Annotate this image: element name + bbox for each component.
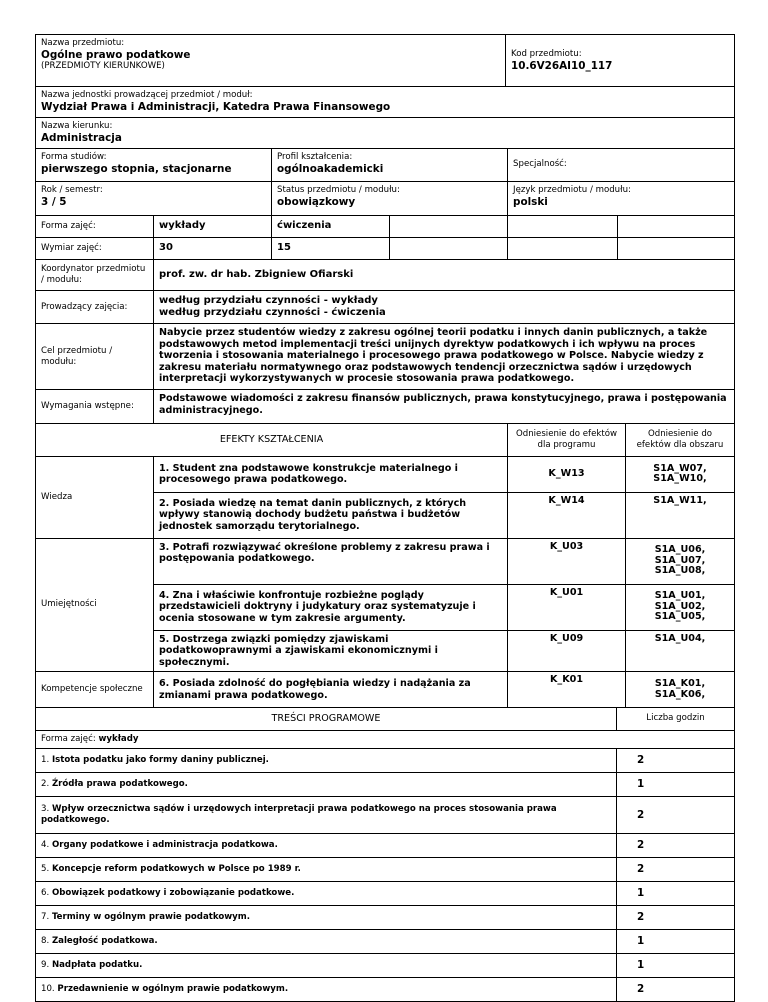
topic-hours: 2 xyxy=(617,748,735,772)
topic-title: Obowiązek podatkowy i zobowiązanie podatkowe. xyxy=(51,887,295,898)
content-form-prefix: Forma zajęć: xyxy=(41,733,96,744)
outcome-area: S1A_W11, xyxy=(626,492,735,538)
outcome-text: 2. Posiada wiedzę na temat danin publicznych, z których wpływy stanowią dochody budżetu państwa i budżetów jednostek samorządu terytorialnego. xyxy=(154,492,508,538)
class-form-4 xyxy=(508,215,618,237)
class-hours-2: 15 xyxy=(272,237,390,259)
topic-row xyxy=(36,881,735,905)
profile-value: ogólnoakademicki xyxy=(277,163,384,175)
class-hours-1: 30 xyxy=(154,237,272,259)
topic-number: 5. xyxy=(41,863,50,874)
content-table xyxy=(35,708,735,1002)
field-cell xyxy=(36,118,735,149)
topic-hours: 2 xyxy=(617,833,735,857)
topic-row xyxy=(36,833,735,857)
outcome-program: K_W13 xyxy=(508,456,626,492)
topic-row xyxy=(36,905,735,929)
topic-text xyxy=(36,905,617,929)
outcome-text: 5. Dostrzega związki pomiędzy zjawiskami podatkowoprawnymi a zjawiskami ekonomicznymi i społecznymi. xyxy=(154,630,508,672)
topic-text xyxy=(36,772,617,796)
content-form-cell xyxy=(36,730,735,748)
spec-label: Specjalność: xyxy=(513,159,567,170)
outcome-area: S1A_W07, S1A_W10, xyxy=(626,456,735,492)
cat-knowledge: Wiedza xyxy=(36,456,154,538)
topic-title: Nadpłata podatku. xyxy=(51,959,143,970)
topic-number: 3. xyxy=(41,803,50,814)
topic-text xyxy=(36,881,617,905)
outcome-area: S1A_U04, xyxy=(626,630,735,672)
header-table xyxy=(35,34,735,149)
topic-title: Źródła prawa podatkowego. xyxy=(51,778,188,789)
class-form-5 xyxy=(618,215,735,237)
topic-number: 7. xyxy=(41,911,50,922)
topic-number: 6. xyxy=(41,887,50,898)
req-value: Podstawowe wiadomości z zakresu finansów publicznych, prawa konstytucyjnego, prawa i postępowania administracyjnego. xyxy=(154,390,735,424)
year-label: Rok / semestr: xyxy=(41,184,103,195)
outcome-area: S1A_U01, S1A_U02, S1A_U05, xyxy=(626,584,735,630)
field-value: Administracja xyxy=(41,132,122,144)
code-cell xyxy=(506,35,735,87)
outcomes-table xyxy=(35,424,735,708)
class-form-2: ćwiczenia xyxy=(272,215,390,237)
topic-hours: 1 xyxy=(617,881,735,905)
outcome-program: K_U09 xyxy=(508,630,626,672)
goal-value: Nabycie przez studentów wiedzy z zakresu ogólnej teorii podatku i innych danin publicznych, a także podstawowych metod implementacji treści unijnych dyrektyw podatkowych i ich wpływu na proces tworzenia i stosowania materialnego i procesowego prawa podatkowego w Polsce. Nabycie wiedzy z zakresu materiału normatywnego oraz podstawowych tendencji orzecznictwa sądów i urzędowych interpretacji wykorzystywanych w procesie stosowania prawa podatkowego. xyxy=(154,324,735,390)
content-form-value: wykłady xyxy=(98,733,139,744)
req-label: Wymagania wstępne: xyxy=(36,390,154,424)
outcome-program: K_U03 xyxy=(508,538,626,584)
subject-group: (PRZEDMIOTY KIERUNKOWE) xyxy=(41,61,165,71)
subject-label: Nazwa przedmiotu: xyxy=(41,38,125,48)
class-hours-label: Wymiar zajęć: xyxy=(36,237,154,259)
teach-cell xyxy=(154,291,735,324)
topic-hours: 2 xyxy=(617,977,735,1001)
study-form-cell xyxy=(36,149,272,181)
topic-hours: 1 xyxy=(617,929,735,953)
code-value: 10.6V26AI10_117 xyxy=(511,60,613,72)
outcomes-title: EFEKTY KSZTAŁCENIA xyxy=(36,424,508,456)
outcome-program: K_W14 xyxy=(508,492,626,538)
topic-title: Istota podatku jako formy daniny publicznej. xyxy=(51,754,269,765)
topic-text xyxy=(36,929,617,953)
outcome-area: S1A_K01, S1A_K06, xyxy=(626,672,735,708)
lang-cell xyxy=(508,181,735,215)
topic-number: 4. xyxy=(41,839,50,850)
content-title: TREŚCI PROGRAMOWE xyxy=(36,708,617,730)
teach-line-2: według przydziału czynności - ćwiczenia xyxy=(159,307,386,318)
topic-row xyxy=(36,857,735,881)
topic-row xyxy=(36,929,735,953)
topic-number: 2. xyxy=(41,778,50,789)
topic-hours: 1 xyxy=(617,772,735,796)
topic-row xyxy=(36,748,735,772)
profile-cell xyxy=(272,149,508,181)
topics-list xyxy=(36,748,735,1001)
study-form-label: Forma studiów: xyxy=(41,152,107,162)
status-label: Status przedmiotu / modułu: xyxy=(277,184,400,195)
outcome-program: K_U01 xyxy=(508,584,626,630)
teach-line-1: według przydziału czynności - wykłady xyxy=(159,295,378,306)
profile-label: Profil kształcenia: xyxy=(277,152,353,162)
unit-label: Nazwa jednostki prowadzącej przedmiot / moduł: xyxy=(41,90,253,100)
topic-hours: 2 xyxy=(617,857,735,881)
year-cell xyxy=(36,181,272,215)
topic-title: Przedawnienie w ogólnym prawie podatkowym. xyxy=(57,983,289,994)
class-hours-5 xyxy=(618,237,735,259)
topic-title: Koncepcje reform podatkowych w Polsce po 1989 r. xyxy=(51,863,301,874)
topic-row xyxy=(36,772,735,796)
status-value: obowiązkowy xyxy=(277,195,356,208)
topic-row xyxy=(36,953,735,977)
hours-col: Liczba godzin xyxy=(617,708,735,730)
syllabus-sheet xyxy=(35,34,734,1002)
unit-value: Wydział Prawa i Administracji, Katedra Prawa Finansowego xyxy=(41,101,391,113)
subject-cell xyxy=(36,35,506,87)
topic-number: 9. xyxy=(41,959,50,970)
class-hours-4 xyxy=(508,237,618,259)
topic-title: Wpływ orzecznictwa sądów i urzędowych interpretacji prawa podatkowego na proces stosowania prawa podatkowego. xyxy=(41,803,557,825)
unit-cell xyxy=(36,87,735,118)
teach-label: Prowadzący zajęcia: xyxy=(36,291,154,324)
topic-title: Organy podatkowe i administracja podatkowa. xyxy=(51,839,278,850)
outcome-program: K_K01 xyxy=(508,672,626,708)
topic-text xyxy=(36,857,617,881)
topic-title: Terminy w ogólnym prawie podatkowym. xyxy=(51,911,250,922)
col-area: Odniesienie do efektów dla obszaru xyxy=(626,424,735,456)
col-program: Odniesienie do efektów dla programu xyxy=(508,424,626,456)
topic-text xyxy=(36,748,617,772)
field-label: Nazwa kierunku: xyxy=(41,121,113,131)
study-form-value: pierwszego stopnia, stacjonarne xyxy=(41,163,232,175)
year-value: 3 / 5 xyxy=(41,195,67,208)
topic-hours: 2 xyxy=(617,905,735,929)
outcome-area: S1A_U06, S1A_U07, S1A_U08, xyxy=(626,538,735,584)
lang-value: polski xyxy=(513,195,548,208)
topic-text xyxy=(36,953,617,977)
cat-social: Kompetencje społeczne xyxy=(36,672,154,708)
topic-row xyxy=(36,796,735,833)
outcome-text: 3. Potrafi rozwiązywać określone problemy z zakresu prawa i postępowania podatkowego. xyxy=(154,538,508,584)
topic-row xyxy=(36,977,735,1001)
cat-skills: Umiejętności xyxy=(36,538,154,672)
spec-cell xyxy=(508,149,735,181)
status-cell xyxy=(272,181,508,215)
goal-label: Cel przedmiotu / modułu: xyxy=(36,324,154,390)
topic-text xyxy=(36,833,617,857)
outcome-text: 4. Zna i właściwie konfrontuje rozbieżne poglądy przedstawicieli doktryny i judykatury oraz systematyzuje i ocenia stosowane w tym zakresie argumenty. xyxy=(154,584,508,630)
topic-hours: 2 xyxy=(617,796,735,833)
topic-number: 10. xyxy=(41,983,55,994)
class-form-3 xyxy=(390,215,508,237)
subject-name: Ogólne prawo podatkowe xyxy=(41,49,191,61)
staff-table xyxy=(35,260,735,425)
outcome-text: 1. Student zna podstawowe konstrukcje materialnego i procesowego prawa podatkowego. xyxy=(154,456,508,492)
topic-number: 1. xyxy=(41,754,50,765)
class-form-label: Forma zajęć: xyxy=(36,215,154,237)
study-table xyxy=(35,149,735,260)
topic-text xyxy=(36,977,617,1001)
coord-label: Koordynator przedmiotu / modułu: xyxy=(36,260,154,291)
topic-hours: 1 xyxy=(617,953,735,977)
topic-text xyxy=(36,796,617,833)
topic-number: 8. xyxy=(41,935,50,946)
class-form-1: wykłady xyxy=(154,215,272,237)
coord-value: prof. zw. dr hab. Zbigniew Ofiarski xyxy=(154,260,735,291)
lang-label: Język przedmiotu / modułu: xyxy=(513,184,631,195)
topic-title: Zaległość podatkowa. xyxy=(51,935,158,946)
class-hours-3 xyxy=(390,237,508,259)
outcome-text: 6. Posiada zdolność do pogłębiania wiedzy i nadążania za zmianami prawa podatkowego. xyxy=(154,672,508,708)
code-label: Kod przedmiotu: xyxy=(511,49,582,59)
